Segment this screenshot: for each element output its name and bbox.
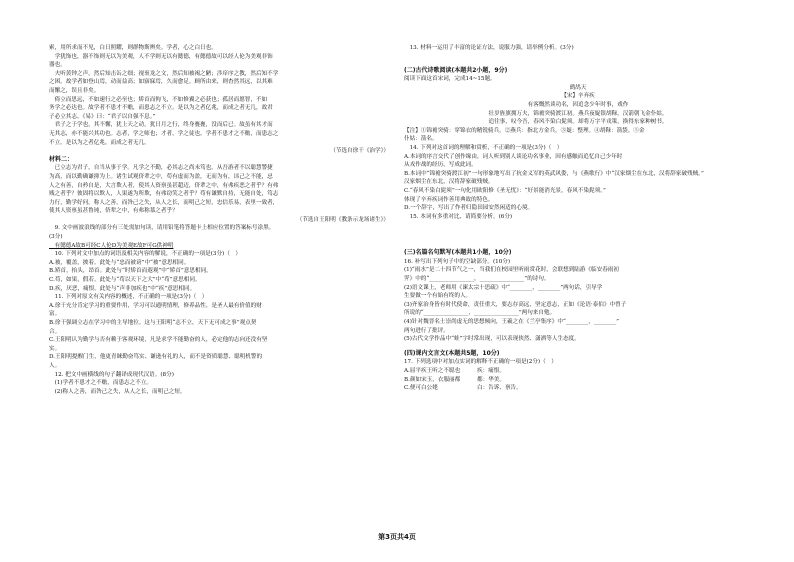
question-text: 15. 本词有多重对比，请简要分析。(6分) [404,213,513,220]
option-text: C.王阳明认为勤学与否有赖于客观环境，凡是求学不能勤奋的人，必定他的志向还没有坚 [49,337,268,344]
question-text: 14. 下列对这首词的理解和赏析，不正确的一项是(3分)（ ） [404,144,563,151]
right-column [404,44,752,393]
instruction-text: 阅读下面这首宋词，完成14~15题。 [404,76,496,83]
text-line: 已立志为君子，自当从事于学。凡学之不勤，必其志之尚未笃也。从吾游者不以聪慧警捷 [49,165,273,172]
page-footer: 第3页共4页 [378,533,416,541]
option-text: 汉家烟尘在东北，汉将辞家破残贼。 [404,179,494,186]
question-text: 16. 补写出下列句子中的空缺部分。(10分) [404,258,511,265]
question-text: 13. 材料一运用了丰富的论证方法，说服力强，请举例分析。(3分) [404,45,574,51]
question-text: 12. 把文中画横线的句子翻译成现代汉语。(8分) [49,371,174,378]
text-line: 之困。故学者如登山焉，动而益高；如寤寐焉，久而愈足。顾所由来，则杳然其远，以其难 [49,79,273,86]
option-text: A.本词的序言交代了创作缘由，词人听到别人谈论功名事业，因有感触而追忆自己少年时 [404,153,623,160]
text-line: 器也。 [49,62,66,69]
annotation-text: 仆姑：箭名。 [404,136,438,143]
option-text: B.徐干强调立志在学习中的主导地位。这与王阳明“志不立，天下无可成之事”观点契 [49,320,257,326]
text-line: 倚立而思远，不如速行之必至也；矫首而徇飞，不如修翼之必获也；孤居而愿智，不如 [49,96,268,103]
text-line: 不立。是以为之者亿兆，而成之者无几。 [49,139,150,146]
option-text: D.一个辞字，写出了作者归隐田园安然闲适的心境。 [404,205,534,212]
poem-author: 【宋】辛弃疾 [561,93,595,100]
option-text: C.苟，如果，假若。此处与“苟以天下之大”中“苟”意思相同。 [49,277,201,284]
fill-item: 所说的“________________，________________”两句来自勉。 [404,310,556,317]
section-heading: (三)名篇名句默写(本题共1小题，10分) [404,249,512,257]
option-text: 富。 [49,311,61,318]
section-heading: (二)古代诗歌阅读(本题共2小题，9分) [404,66,508,74]
poem-preface: 有客慨然谈功名，因追念少年时事，戏作 [527,101,629,108]
question-text: 11. 下列对原文有关内容的概述，不正确的一项是(3分)（ ） [49,294,208,301]
text-line: 子必立其志。《易》曰：“君子以自强不息。” [49,113,156,120]
option-text: 人。 [49,362,61,369]
annotation-text: 【注】①锦襜突骑：穿锦衣的精锐骑兵。②燕兵：指北方金兵。③娖：整理。④胡䩮：箭袋。⑤金 [404,127,645,134]
poem-line: 壮岁旌旗拥万夫，锦襜突骑渡江初。燕兵夜娖银胡䩮，汉箭朝飞金仆姑。 [488,110,668,117]
fill-item: (3)齐家治身皆有时代使命，责任重大，要志存高远，坚定意志，正如《论语·泰伯》中曾子 [404,301,627,308]
poem-title: 鹧鸪天 [569,84,587,91]
option-text: C.“春风不染白髭须”一句化用欧阳修《圣无忧》：“好景能消光景，春风不染髭须。” [404,187,606,194]
text-line: 夫听黄钟之声，然后知击缶之细；视衮龙之文，然后知被褐之陋；涉庠序之教，然后知不学 [49,70,279,77]
option-text: 体现了辛弃疾词作善用典故的特色。 [404,196,494,203]
option-text: A.徐干充分肯定学习的重要作用，学习可以通明情理，修养品性，是圣人最有价值的财 [49,302,262,309]
text-line: 无其志，亦不能兴其功也。志者，学之师也；才者，学之徒也。学者不患才之不赡，而患志之 [49,130,279,137]
translation-item: (2)称人之善，而咎己之失，从人之长，而明己之短。 [49,388,186,395]
option-text: 从戎作战的经历，写成此词。 [404,162,477,169]
option-text: D.疾，厌恶，痛恨。此处与“声非加疾也”中“疾”意思相同。 [49,285,196,292]
option-text: A.被，覆盖，披着。此处与“忠而被谤”中“被”意思相同。 [49,259,190,266]
option-text: B.矫首，抬头，昂首。此处与“时矫首而遐观”中“矫首”意思相同。 [49,268,212,275]
question-text: 10. 下列对文中加点的词语及相关内容的解说，不正确的一项是(3分)（ ） [49,251,242,258]
text-line: 君子之于学也，其不懈，犹上天之动，犹日月之行，终身亹亹，没而后已。故虽有其才而 [49,122,273,129]
text-line: 而懈之，误且非矣。 [49,87,100,94]
left-column [49,44,389,396]
fill-item: 霁》中的“________________，________________”的诗句。 [404,276,550,283]
text-line: 索，用所求而不见，白日照耀，则群物斯辨矣。学者，心之白日也。 [49,45,217,51]
material-heading: 材料二： [49,155,74,163]
option-text: D.王阳明提醒门生，他更青睐勤奋笃实、谦逊有礼的人，而不是资质聪慧、聪明机警的 [49,354,263,361]
option-text: 实。 [49,345,61,352]
translation-item: (1)学者不患才之不赡，而患志之不立。 [49,380,153,387]
text-line: 为高，而以勤确谦抑为上。诸生试观侪辈之中，苟有虚而为盈，无而为有，讳己之不能，忌 [49,173,273,180]
option-text: B.颜如宋玉，衣服丽都 都：华美。 [404,376,505,383]
source-note: （节选自徐干《治学》） [330,148,389,155]
fill-item: 两句进行了批评。 [404,327,449,334]
text-line: 学犹饰也，器不饰则无以为美观，人不学则无以有懿德，有懿德故可以经人伦为美观非饰 [49,53,273,60]
punctuation-item: 有懿德A故B可经C人伦D为美观E故F可G供神明 [49,242,174,249]
option-text: B.本词中“锦襜突骑渡江初”一句形象地写出了抗金义军的英武风姿，与《燕歌行》中“汉家烟尘在东北，汉将辞家破残贼。” [404,170,704,177]
question-text: 9. 文中画波浪线的部分有三处需加句读，请用铅笔将答题卡上相应位置的答案标号涂黑。 [49,225,275,232]
source-note: （节选自王阳明《教条示龙场诸生》） [296,216,389,223]
text-line: 贱之者乎？彼固将以欺人，人果遂为所欺，有弗窃笑之者乎？苟有谦默自持，无能自处，笃志 [49,191,279,198]
option-text: A.屈平疾王听之不聪也 疾：痛恨。 [404,368,505,374]
text-line: 使其人资禀虽甚鲁钝，侪辈之中，有弗称慕之者乎？ [49,208,178,215]
option-text: 合。 [49,328,61,335]
text-line: 人之有善，自矜自是，大言欺人者，使其人资禀虽甚超迈，侪辈之中，有弗疾恶之者乎？有弗 [49,182,279,189]
fill-item: (4)针对魏晋名士崇尚虚无的思想倾向，王羲之在《兰亭集序》中“________，________” [404,319,620,326]
text-line: 务学之必达也。故学者不患才不赡，而患志之不立。是以为之者亿兆，而成之者无几，故君 [49,105,273,112]
text-line: 力行，勤学好问，称人之善，而咎己之失，从人之长，而明己之短，忠信乐易，表里一致者， [49,199,279,206]
section-heading: (四)课内文言文(本题共5题，10分) [404,349,500,357]
question-text: 17. 下列选项中对加点实词的解释不正确的一项是(2分)（ ） [404,359,557,366]
fill-item: (5)古代文学作品中“蛙”字时常出现，可以表现侠然、潇洒等人生态度。 [404,336,580,343]
poem-line: 追往事，叹今吾，春风不染白髭须。却将万字平戎策，换得东家种树书。 [488,119,668,126]
fill-item: (2)语文课上，老师用《谏太宗十思疏》中“________，________”两句话，引导学 [404,284,603,291]
fill-item: 生要做一个有始有终的人。 [404,293,472,300]
fill-item: (1)“雨水”是二十四节气之一，当我们在校园里听雨赏花时，会联想到陆游《临安春雨初 [404,267,620,274]
option-text: C.便可白公姥 白：告诉、禀告。 [404,385,522,392]
question-text: (3分) [49,234,63,241]
